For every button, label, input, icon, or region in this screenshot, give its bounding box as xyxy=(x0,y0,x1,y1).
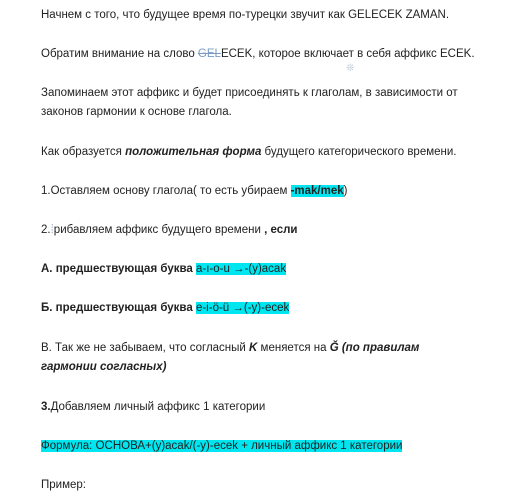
step-text: рибавляем аффикс будущего времени xyxy=(53,224,265,236)
formula-line xyxy=(41,439,402,453)
text-after: ) xyxy=(343,185,348,197)
formula-highlight: Формула: ОСНОВА+(y)acak/(-y)-ecek + личный аффикс 1 категории xyxy=(41,440,403,452)
text-after: (по правилам xyxy=(338,342,420,354)
paragraph-gelecek xyxy=(41,47,475,61)
cursor-icon: ⁞ xyxy=(50,224,54,236)
rule-label: A. предшествующая буква xyxy=(41,263,193,275)
paragraph-intro: Начнем с того, что будущее время по-турецки звучит как GELECEK ZAMAN. xyxy=(41,9,450,21)
step-2 xyxy=(41,223,297,237)
step-1 xyxy=(41,184,347,198)
step-number: 2. xyxy=(41,224,51,236)
rule-c-line2 xyxy=(41,360,166,374)
letter-k: K xyxy=(249,342,258,354)
paragraph-affix-line1: Запоминаем этот аффикс и будет присоединять к глаголам, в зависимости от xyxy=(41,87,458,99)
text-after: будущего категорического времени. xyxy=(261,146,457,158)
rule-label: Б. предшествующая буква xyxy=(41,302,193,314)
highlight-affix: a-ı-o-u →-(y)acak xyxy=(195,263,287,275)
text-before: Обратим внимание на слово xyxy=(41,48,198,60)
step-number: 3. xyxy=(41,401,51,413)
highlight-mak-mek: -mak/mek xyxy=(290,185,344,197)
step-text: Добавляем личный аффикс 1 категории xyxy=(50,401,266,413)
step-bold-text: , если xyxy=(264,224,298,236)
text-before: В. Так же не забываем, что согласный xyxy=(41,342,250,354)
step-3 xyxy=(41,400,265,414)
text-after: ECEK, которое включает в себя аффикс ECEK. xyxy=(220,48,475,60)
sparkle-icon: ❊ xyxy=(346,63,355,74)
rule-c-continuation: гармонии согласных) xyxy=(41,361,167,373)
emphasis-text: положительная форма xyxy=(125,146,262,158)
paragraph-affix-line2: законов гармонии к основе глагола. xyxy=(41,106,232,118)
rule-b xyxy=(41,301,289,315)
text-before: Как образуется xyxy=(41,146,126,158)
example-label: Пример: xyxy=(41,479,86,491)
highlight-affix: e-i-ö-ü →(-y)-ecek xyxy=(195,302,290,314)
text-mid: меняется на xyxy=(257,342,330,354)
letter-g: Ğ xyxy=(329,342,339,354)
rule-c-line1 xyxy=(41,341,419,355)
strikethrough-text: GEL xyxy=(197,48,221,60)
text-before: 1.Оставляем основу глагола( то есть убираем xyxy=(41,185,291,197)
paragraph-positive-form xyxy=(41,145,457,159)
rule-a xyxy=(41,262,286,276)
